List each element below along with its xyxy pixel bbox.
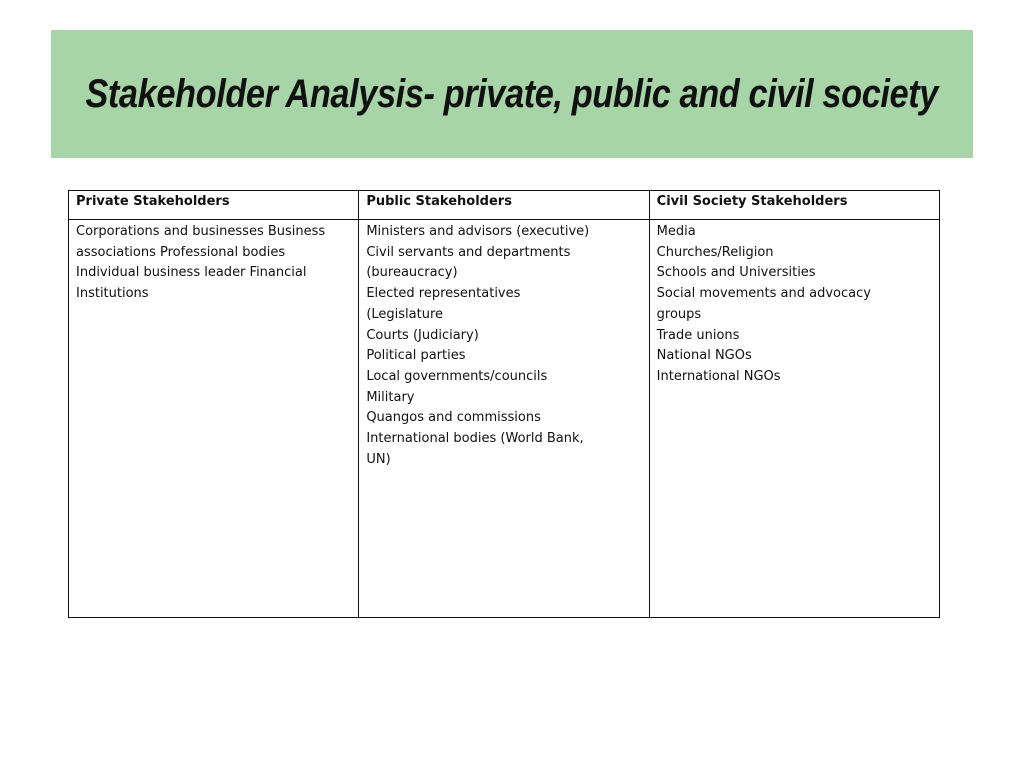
list-item: Political parties	[366, 348, 466, 364]
list-item: International bodies (World Bank,	[366, 431, 584, 447]
table-header-row	[69, 191, 940, 220]
list-item: Elected representatives	[366, 286, 521, 302]
slide-title: Stakeholder Analysis- private, public and civil society	[85, 71, 939, 116]
list-item: Quangos and commissions	[366, 410, 541, 426]
private-stakeholders-text: Corporations and businesses Business associations Professional bodies Individual business leader Financial Institutions	[76, 224, 326, 302]
title-banner	[51, 30, 973, 158]
list-item: Ministers and advisors (executive)	[366, 224, 590, 239]
list-item: Trade unions	[656, 327, 740, 343]
cell-civil-society-stakeholders	[649, 220, 939, 618]
list-item: UN)	[366, 451, 391, 467]
list-item: (Legislature	[366, 306, 444, 322]
list-item: Courts (Judiciary)	[366, 327, 479, 343]
table-row	[69, 220, 940, 618]
list-item: Schools and Universities	[656, 265, 816, 281]
list-item: groups	[656, 306, 702, 322]
header-private: Private Stakeholders	[69, 191, 359, 220]
stakeholder-table	[68, 190, 940, 618]
stakeholder-table-container	[68, 190, 940, 618]
list-item: Churches/Religion	[656, 244, 774, 260]
list-item: Civil servants and departments	[366, 244, 571, 260]
list-item: National NGOs	[656, 348, 752, 364]
list-item: Social movements and advocacy	[656, 286, 871, 302]
cell-public-stakeholders	[359, 220, 649, 618]
list-item: Local governments/councils	[366, 368, 548, 384]
list-item: Media	[656, 224, 696, 239]
cell-private-stakeholders	[69, 220, 359, 618]
list-item: Military	[366, 389, 415, 405]
list-item: International NGOs	[656, 368, 781, 384]
list-item: (bureaucracy)	[366, 265, 458, 281]
header-public: Public Stakeholders	[359, 191, 649, 220]
header-civil-society: Civil Society Stakeholders	[649, 191, 939, 220]
